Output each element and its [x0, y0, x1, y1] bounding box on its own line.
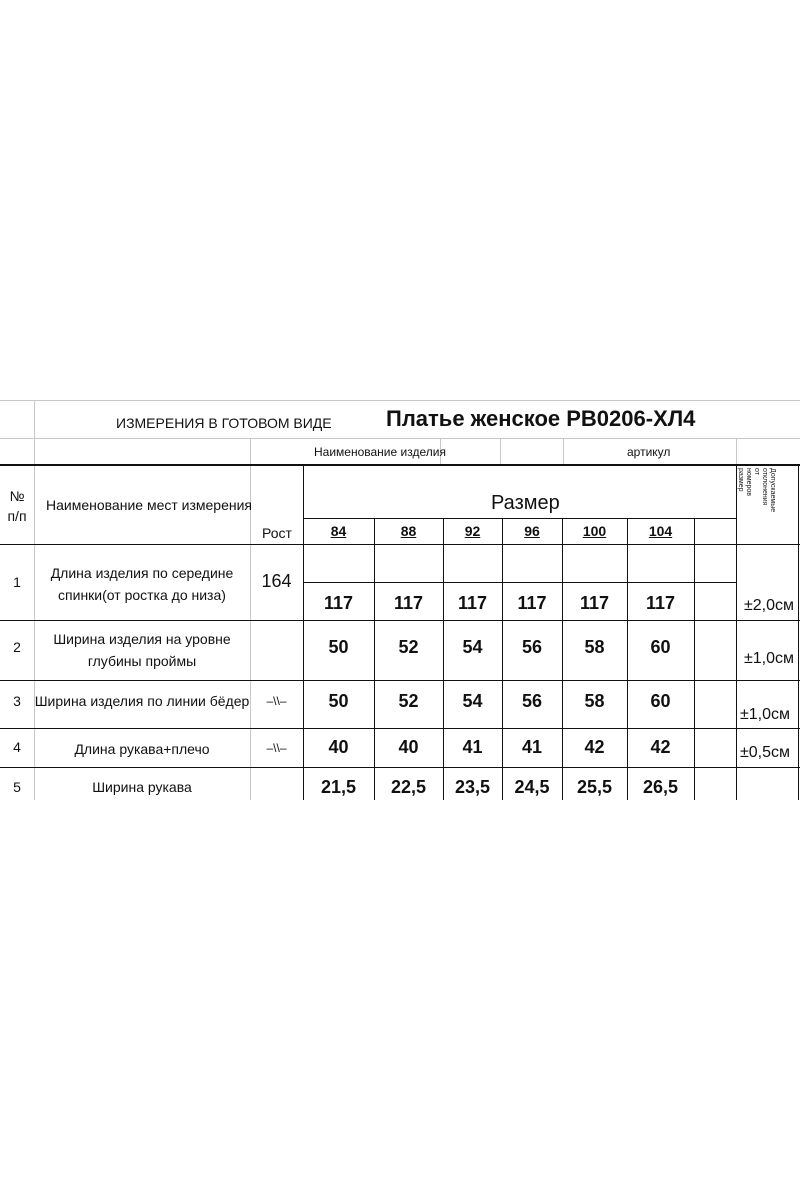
- row-divider: [0, 767, 800, 768]
- size-92: 92: [464, 523, 481, 539]
- measure-name: Ширина изделия на уровне глубины проймы: [53, 631, 231, 669]
- measurement-sheet: [0, 400, 800, 800]
- grid-line: [736, 438, 737, 464]
- value-cell: 42: [650, 737, 671, 757]
- value-cell: 41: [462, 737, 483, 757]
- size-84: 84: [330, 523, 347, 539]
- measure-name: Ширина рукава: [92, 779, 192, 795]
- size-104: 104: [648, 523, 673, 539]
- measure-name-header: Наименование мест измерения: [46, 497, 253, 513]
- value-cell: 40: [328, 737, 349, 757]
- col-divider: [694, 518, 695, 800]
- value-cell: 117: [393, 593, 424, 613]
- grid-line: [500, 438, 501, 464]
- sheet-caption: ИЗМЕРЕНИЯ В ГОТОВОМ ВИДЕ: [116, 415, 332, 431]
- size-group-header: Размер: [491, 492, 560, 514]
- grid-line: [563, 438, 564, 464]
- row-number: 1: [13, 574, 21, 590]
- grid-line: [250, 438, 251, 464]
- value-cell: 42: [584, 737, 605, 757]
- grid-line: [0, 400, 800, 401]
- measure-name: Длина рукава+плечо: [74, 741, 210, 757]
- col-divider: [502, 518, 503, 800]
- value-cell: 56: [521, 691, 543, 711]
- row-number: 3: [13, 693, 21, 709]
- value-cell: 50: [328, 637, 349, 657]
- row-divider: [0, 620, 800, 621]
- tolerance-value: ±1,0см: [744, 650, 795, 667]
- height-value: –\\–: [266, 694, 287, 708]
- height-header: Рост: [262, 525, 292, 541]
- value-cell: 54: [462, 637, 483, 657]
- value-cell: 50: [328, 691, 349, 711]
- value-cell: 40: [398, 737, 419, 757]
- col-divider: [736, 464, 737, 800]
- size-88: 88: [400, 523, 417, 539]
- row-divider: [0, 544, 800, 545]
- value-cell: 56: [521, 637, 543, 657]
- value-cell: 54: [462, 691, 483, 711]
- tolerance-value: ±1,0см: [740, 706, 791, 723]
- row-number: 5: [13, 779, 21, 795]
- value-cell: 52: [398, 691, 419, 711]
- value-cell: 52: [398, 637, 419, 657]
- value-cell: 117: [645, 593, 676, 613]
- value-cell: 117: [579, 593, 610, 613]
- col-divider: [443, 518, 444, 800]
- measure-name: Длина изделия по середине спинки(от ростка до низа): [50, 565, 234, 603]
- row-number: 4: [13, 739, 21, 755]
- grid-line: [34, 400, 35, 464]
- table-border: [0, 464, 800, 466]
- value-cell: 23,5: [454, 777, 491, 797]
- value-cell: 117: [457, 593, 488, 613]
- value-cell: 58: [584, 691, 605, 711]
- value-cell: 21,5: [320, 777, 357, 797]
- article-label: артикул: [627, 445, 671, 459]
- size-96: 96: [524, 523, 540, 539]
- value-cell: 26,5: [642, 777, 679, 797]
- row-divider: [0, 680, 800, 681]
- tolerance-value: ±2,0см: [744, 597, 795, 614]
- size-header-line: [303, 518, 737, 519]
- value-cell: 60: [650, 637, 671, 657]
- row-inner-line: [303, 582, 737, 583]
- value-cell: 58: [584, 637, 605, 657]
- value-cell: 117: [323, 593, 354, 613]
- col-divider: [627, 518, 628, 800]
- row-divider: [0, 728, 800, 729]
- tolerance-header: Допускаемые отклонения от номеров размер: [736, 468, 776, 513]
- value-cell: 41: [521, 737, 543, 757]
- value-cell: 25,5: [576, 777, 613, 797]
- size-100: 100: [582, 523, 607, 539]
- number-column-header: № п/п: [7, 488, 27, 524]
- row-number: 2: [13, 639, 21, 655]
- col-divider: [798, 464, 799, 800]
- product-name-label: Наименование изделия: [314, 445, 446, 459]
- height-value: –\\–: [266, 741, 287, 755]
- col-divider: [562, 518, 563, 800]
- value-cell: 24,5: [514, 777, 550, 797]
- grid-line: [0, 438, 800, 439]
- measure-name: Ширина изделия по линии бёдер: [34, 693, 250, 709]
- product-title: Платье женское РВ0206-ХЛ4: [386, 406, 696, 431]
- height-value: 164: [261, 571, 292, 591]
- col-divider: [374, 518, 375, 800]
- value-cell: 22,5: [390, 777, 427, 797]
- value-cell: 117: [517, 593, 547, 613]
- tolerance-value: ±0,5см: [740, 744, 791, 761]
- value-cell: 60: [650, 691, 671, 711]
